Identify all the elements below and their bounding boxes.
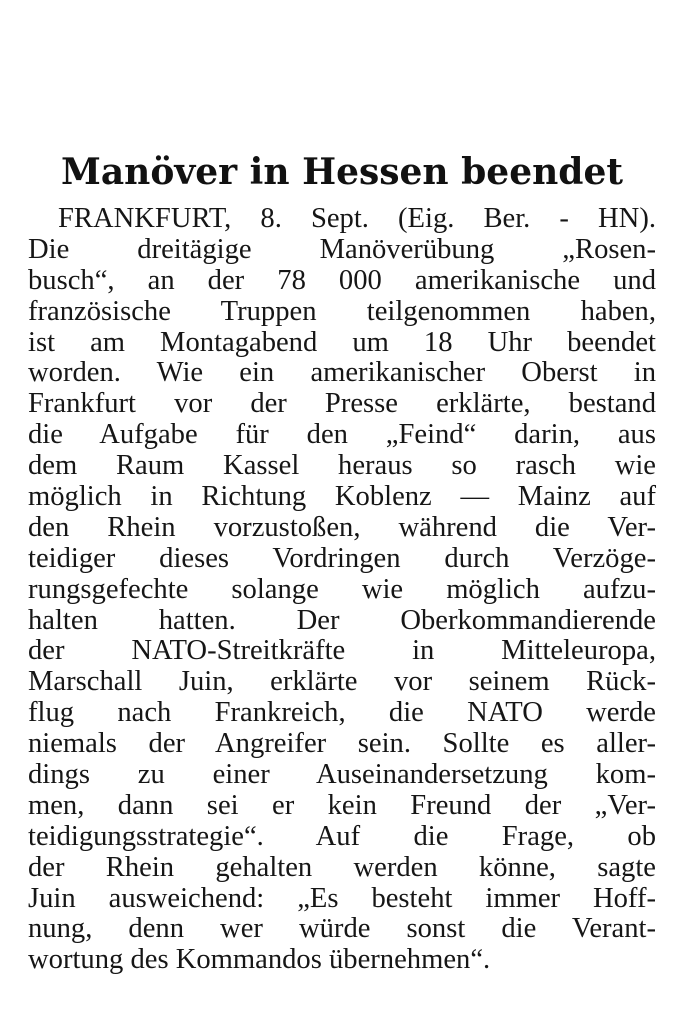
article-line: niemals der Angreifer sein. Sollte es aller- [28,728,656,760]
article-line: rungsgefechte solange wie möglich aufzu- [28,573,656,605]
article-line: französische Truppen teilgenommen haben, [28,295,656,327]
article-line: Die dreitägige Manöverübung „Rosen- [28,233,656,265]
article-line: teidigungsstrategie“. Auf die Frage, ob [28,820,656,852]
article-line: busch“, an der 78 000 amerikanische und [28,264,656,296]
article-line: der Rhein gehalten werden könne, sagte [28,851,656,883]
article-line: der NATO-Streitkräfte in Mitteleuropa, [28,635,656,667]
article-line: möglich in Richtung Koblenz — Mainz auf [28,481,656,513]
article-line: flug nach Frankreich, die NATO werde [28,697,656,729]
article-line: halten hatten. Der Oberkommandierende [28,604,656,636]
article-line: Frankfurt vor der Presse erklärte, bestand [28,388,656,420]
article-line: nung, denn wer würde sonst die Verant- [28,913,656,945]
article-line: wortung des Kommandos übernehmen“. [28,944,491,976]
article-line: Juin ausweichend: „Es besteht immer Hoff- [28,882,656,914]
article-line: Marschall Juin, erklärte vor seinem Rück- [28,666,656,698]
article-line: den Rhein vorzustoßen, während die Ver- [28,511,656,543]
article-line: men, dann sei er kein Freund der „Ver- [28,789,656,821]
article-line: worden. Wie ein amerikanischer Oberst in [28,357,656,389]
article-line: ist am Montagabend um 18 Uhr beendet [28,326,656,358]
article-line: FRANKFURT, 8. Sept. (Eig. Ber. - HN). [58,203,656,234]
article-headline: Manöver in Hessen beendet [61,151,623,193]
article-body [28,204,656,976]
article-line: die Aufgabe für den „Feind“ darin, aus [28,419,656,451]
article-line: dings zu einer Auseinandersetzung kom- [28,759,656,791]
article-line: teidiger dieses Vordringen durch Verzöge- [28,542,656,574]
newspaper-clipping [28,150,656,976]
article-line: dem Raum Kassel heraus so rasch wie [28,450,656,482]
